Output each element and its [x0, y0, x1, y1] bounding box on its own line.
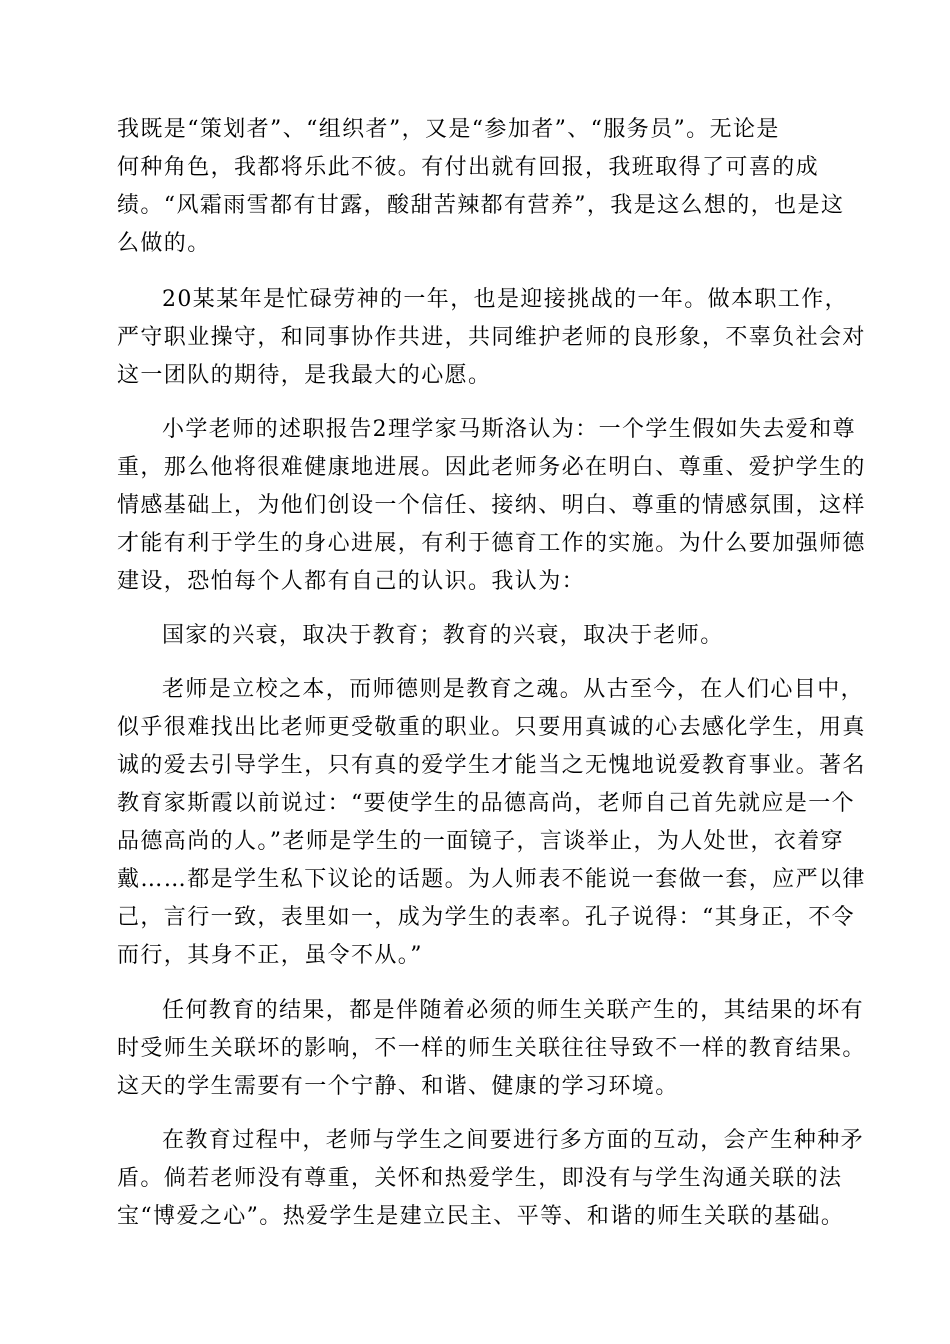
- text-line: 戴……都是学生私下议论的话题。为人师表不能说一套做一套，应严以律: [117, 867, 866, 892]
- text-line: 国家的兴衰，取决于教育；教育的兴衰，取决于老师。: [162, 623, 724, 648]
- text-line: 在教育过程中，老师与学生之间要进行多方面的互动，会产生种种矛: [162, 1128, 865, 1153]
- text-line: 时受师生关联坏的影响，不一样的师生关联往往导致不一样的教育结果。: [117, 1036, 866, 1061]
- text-line: 重，那么他将很难健康地进展。因此老师务必在明白、尊重、爱护学生的: [117, 455, 866, 480]
- text-line: 这天的学生需要有一个宁静、和谐、健康的学习环境。: [117, 1074, 679, 1099]
- text-line: 20某某年是忙碌劳神的一年，也是迎接挑战的一年。做本职工作，: [162, 287, 848, 312]
- text-line: 宝“博爱之心”。热爱学生是建立民主、平等、和谐的师生关联的基础。: [117, 1204, 845, 1229]
- text-line: 己，言行一致，表里如一，成为学生的表率。孔子说得：“其身正，不令: [117, 905, 856, 930]
- text-line: 盾。倘若老师没有尊重，关怀和热爱学生，即没有与学生沟通关联的法: [117, 1166, 843, 1191]
- text-line: 绩。“风霜雨雪都有甘露，酸甜苦辣都有营养”，我是这么想的，也是这: [117, 193, 845, 218]
- text-line: 而行，其身不正，虽令不从。”: [117, 943, 423, 968]
- text-line: 才能有利于学生的身心进展，有利于德育工作的实施。为什么要加强师德: [117, 531, 866, 556]
- text-line: 么做的。: [117, 231, 211, 256]
- text-line: 严守职业操守，和同事协作共进，共同维护老师的良形象，不辜负社会对: [117, 325, 866, 350]
- document-page: [117, 0, 866, 1344]
- text-line: 教育家斯霞以前说过：“要使学生的品德高尚，老师自己首先就应是一个: [117, 791, 856, 816]
- text-line: 情感基础上，为他们创设一个信任、接纳、明白、尊重的情感氛围，这样: [117, 493, 866, 518]
- text-line: 任何教育的结果，都是伴随着必须的师生关联产生的，其结果的坏有: [162, 998, 865, 1023]
- text-line: 何种角色，我都将乐此不彼。有付出就有回报，我班取得了可喜的成: [117, 155, 820, 180]
- text-line: 品德高尚的人。”老师是学生的一面镜子，言谈举止，为人处世，衣着穿: [117, 829, 845, 854]
- text-line: 这一团队的期待，是我最大的心愿。: [117, 363, 492, 388]
- text-line: 我既是“策划者”、“组织者”，又是“参加者”、“服务员”。无论是: [117, 117, 780, 142]
- text-line: 建设，恐怕每个人都有自己的认识。我认为：: [117, 569, 586, 594]
- text-line: 诚的爱去引导学生，只有真的爱学生才能当之无愧地说爱教育事业。著名: [117, 753, 866, 778]
- text-line: 似乎很难找出比老师更受敬重的职业。只要用真诚的心去感化学生，用真: [117, 715, 866, 740]
- text-line: 老师是立校之本，而师德则是教育之魂。从古至今，在人们心目中，: [162, 677, 865, 702]
- text-line: 小学老师的述职报告2理学家马斯洛认为：一个学生假如失去爱和尊: [162, 417, 856, 442]
